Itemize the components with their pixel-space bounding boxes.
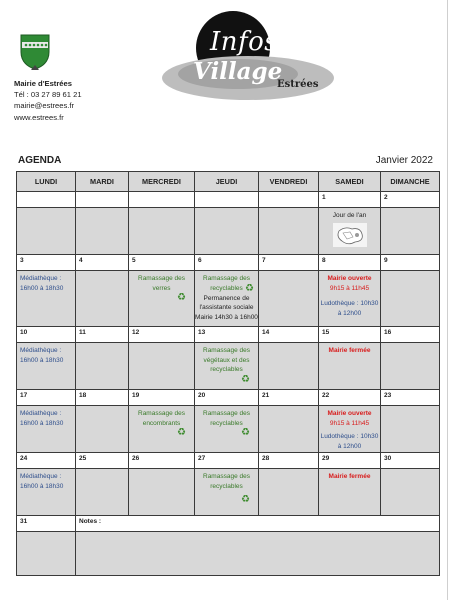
day-number: 15 [319,327,381,343]
weekday-tuesday: MARDI [76,172,129,192]
recycle-icon: ♻ [177,292,186,303]
event-row [17,406,440,453]
day-events [381,343,440,390]
day-number: 20 [195,390,259,406]
day-number: 7 [259,255,319,271]
recycling-collection-event: Ramassage des recyclables [203,410,250,427]
day-number: 14 [259,327,319,343]
day-events [381,208,440,255]
day-events [76,208,129,255]
day-events [381,469,440,516]
date-row [17,516,440,532]
event-row [17,271,440,327]
day-events [195,406,259,453]
day-number: 19 [129,390,195,406]
day-number: 9 [381,255,440,271]
day-number: 30 [381,453,440,469]
weekday-header-row [17,172,440,192]
day-number: 29 [319,453,381,469]
coat-of-arms-icon [20,34,50,70]
town-hall-open-event: Mairie ouverte [327,410,372,417]
day-number [76,192,129,208]
date-row [17,192,440,208]
mediatheque-event: Médiathèque : 16h00 à 18h30 [20,275,64,292]
day-events [319,469,381,516]
day-events [76,406,129,453]
weekday-friday: VENDREDI [259,172,319,192]
notes-label: Notes : [76,516,440,532]
day-events [17,532,76,576]
day-number: 11 [76,327,129,343]
town-hall-closed-event: Mairie fermée [328,473,371,480]
town-hall-open-hours: 9h15 à 11h45 [329,419,370,427]
green-waste-collection-event: Ramassage des végétaux et des recyclables [203,347,250,373]
day-events [259,208,319,255]
day-events [76,469,129,516]
weekday-thursday: JEUDI [195,172,259,192]
day-number: 25 [76,453,129,469]
recycle-icon: ♻ [241,373,250,385]
town-hall-contact [14,78,82,123]
website-link[interactable]: www.estrees.fr [14,112,64,122]
date-row [17,390,440,406]
day-number: 23 [381,390,440,406]
recycle-icon: ♻ [177,427,186,438]
weekday-sunday: DIMANCHE [381,172,440,192]
day-events [129,406,195,453]
day-number [17,192,76,208]
ludotheque-event: Ludothèque : 10h30 à 12h00 [320,300,379,317]
day-number: 31 [17,516,76,532]
day-events [76,271,129,327]
day-events [76,343,129,390]
day-events [17,406,76,453]
town-hall-closed-event: Mairie fermée [328,347,371,354]
day-events [129,343,195,390]
day-number: 13 [195,327,259,343]
event-row [17,208,440,255]
day-number: 6 [195,255,259,271]
day-number: 27 [195,453,259,469]
day-events [129,469,195,516]
month-label: Janvier 2022 [375,155,433,166]
day-number: 17 [17,390,76,406]
day-events [17,208,76,255]
event-row [17,343,440,390]
day-events [259,343,319,390]
day-events [319,271,381,327]
day-events [259,469,319,516]
weekday-wednesday: MERCREDI [129,172,195,192]
day-number: 21 [259,390,319,406]
day-number: 4 [76,255,129,271]
day-number: 26 [129,453,195,469]
day-number: 28 [259,453,319,469]
day-number: 10 [17,327,76,343]
day-number: 18 [76,390,129,406]
new-year-map-icon [333,223,367,247]
logo-estrees-text: Estrées [277,79,319,90]
ludotheque-event: Ludothèque : 10h30 à 12h00 [320,433,379,450]
day-events [381,406,440,453]
recycle-icon: ♻ [241,494,250,505]
day-number: 12 [129,327,195,343]
day-number [129,192,195,208]
day-events [319,406,381,453]
day-number: 5 [129,255,195,271]
town-hall-name: Mairie d'Estrées [14,79,72,88]
day-events [381,271,440,327]
phone-number: Tél : 03 27 89 61 21 [14,90,82,100]
day-events [17,271,76,327]
day-number [259,192,319,208]
weekday-saturday: SAMEDI [319,172,381,192]
day-events [195,343,259,390]
bulky-waste-collection-event: Ramassage des encombrants [138,410,185,427]
date-row [17,453,440,469]
day-number: 1 [319,192,381,208]
day-events [319,208,381,255]
calendar-table [16,171,440,576]
day-events [195,469,259,516]
date-row [17,255,440,271]
weekday-monday: LUNDI [17,172,76,192]
recycle-icon: ♻ [245,283,254,294]
day-events [129,208,195,255]
day-events [195,208,259,255]
event-row [17,469,440,516]
day-events [17,343,76,390]
mediatheque-event: Médiathèque : 16h00 à 18h30 [20,347,64,364]
day-number: 2 [381,192,440,208]
day-number: 8 [319,255,381,271]
day-events [319,343,381,390]
day-events [259,271,319,327]
logo-village-text: Village [193,58,283,85]
social-worker-event: Permanence de l'assistante sociale Mairie 14h30 à 16h00 [195,294,258,321]
new-year-event: Jour de l'an [332,212,367,219]
recycle-icon: ♻ [241,427,250,438]
date-row [17,327,440,343]
glass-collection-event: Ramassage des verres [138,275,185,292]
day-events [17,469,76,516]
notes-row [17,532,440,576]
logo-infos-text: Infos [210,27,279,57]
day-number [195,192,259,208]
day-events [129,271,195,327]
agenda-title: AGENDA [18,155,62,166]
day-number: 3 [17,255,76,271]
day-events [259,406,319,453]
town-hall-open-event: Mairie ouverte [327,275,372,282]
day-number: 24 [17,453,76,469]
mediatheque-event: Médiathèque : 16h00 à 18h30 [20,410,64,427]
mediatheque-event: Médiathèque : 16h00 à 18h30 [20,473,64,490]
town-hall-open-hours: 9h15 à 11h45 [329,284,370,292]
day-number: 16 [381,327,440,343]
day-events [195,271,259,327]
recycling-collection-event: Ramassage des recyclables [203,473,250,490]
email-address[interactable]: mairie@estrees.fr [14,101,75,111]
day-number: 22 [319,390,381,406]
notes-area[interactable] [76,532,440,576]
recycling-collection-event: Ramassage des recyclables [203,275,250,292]
